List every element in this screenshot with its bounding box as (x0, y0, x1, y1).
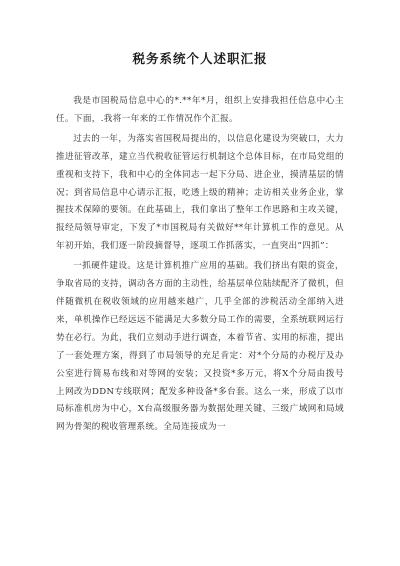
paragraph-hardware: 一抓硬件建设。这是计算机推广应用的基础。我们挤出有限的资金，争取省局的支持，调动各方面的主动性，给基层单位陆续配齐了微机，但伴随微机在税收领域的应用越来越广，几乎全部的涉税活动全部纳入进来，单机操作已经远远不能满足大多数分局工作的需要，全系统联网运行势在必行。为此，我们立刻动手进行调查，本着节省、实用的标准，提出了一套处理方案，得到了市局领导的充足肯定：对*个分局的办税厅及办公室进行简易布线和对等网的安装；又投资*多万元，将X个分局由拨号上网改为DDN专线联网；配发多种设备*多台套。这么一来，形成了以市局标准机房为中心，X台高级服务器为数据处理关键、三级广域网和局域网为骨架的税收管理系统。全局连接成为一 (56, 261, 344, 433)
document-title: 税务系统个人述职汇报 (132, 51, 268, 66)
paragraph-intro: 我是市国税局信息中心的*.**年*月，组织上安排我担任信息中心主任。下面，.我将一年来的工作情况作个汇报。 (56, 96, 344, 124)
paragraph-overview: 过去的一年，为落实省国税局提出的，以信息化建设为突破口，大力推进征管改革，建立当代税收征管运行机制这个总体目标，在市局党组的重视和支持下，我和中心的全体同志一起下分局、进企业，摸清基层的情况；到省局信息中心请示汇报，吃透上级的精神；走访相关业务企业，掌握技术保障的要领。在此基础上，我们拿出了整年工作思路和主攻关键，报经局领导审定，下发了*市国税局有关做好**年计算机工作的意见。从年初开始，我们逐一阶段摘督导，逐项工作抓落实，一直突出”四抓”： (56, 133, 344, 252)
